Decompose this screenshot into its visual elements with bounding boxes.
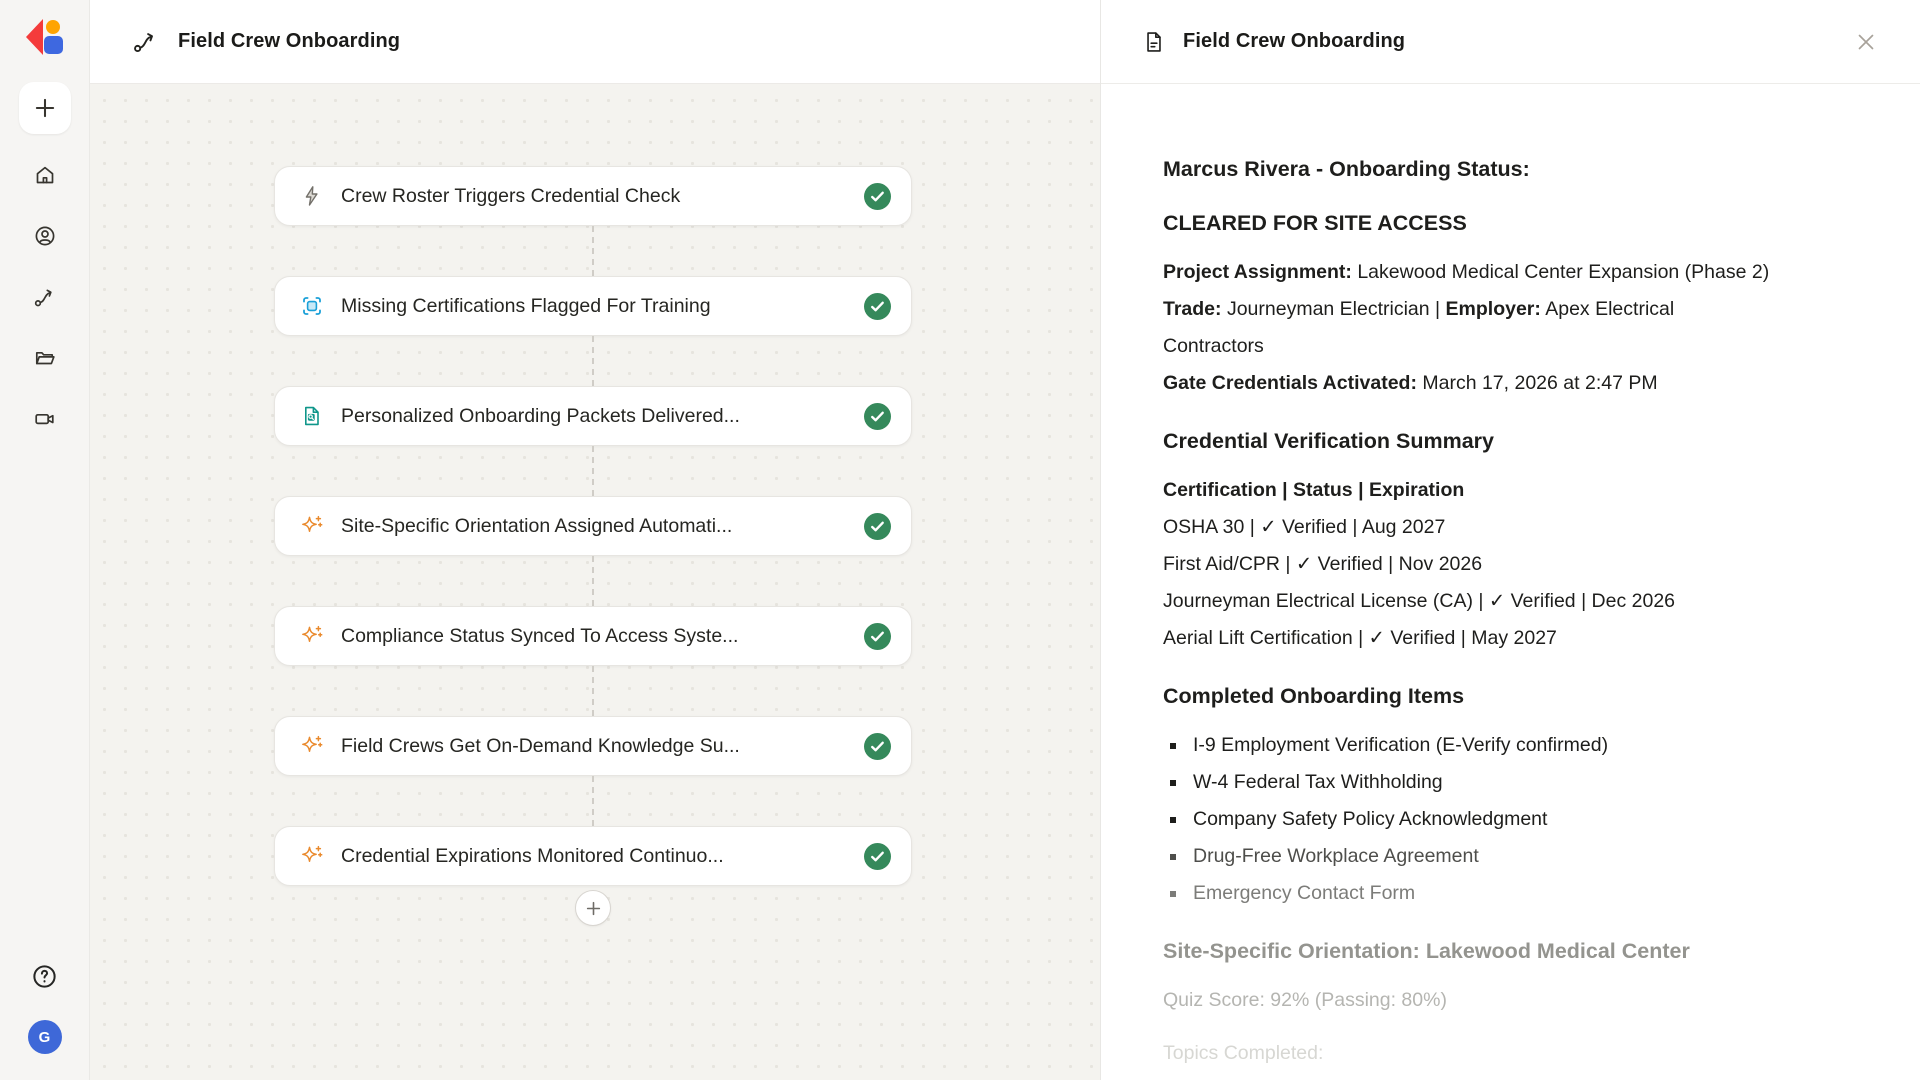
status-complete-badge <box>864 403 891 430</box>
workflow-step-card[interactable] <box>274 716 912 776</box>
sidebar-item-new[interactable] <box>19 82 71 134</box>
workflow-step-card[interactable] <box>274 166 912 226</box>
doc-line: OSHA 30 | ✓ Verified | Aug 2027 <box>1163 516 1446 538</box>
doc-heading: Completed Onboarding Items <box>1163 684 1465 708</box>
doc-heading: Credential Verification Summary <box>1163 429 1494 453</box>
workflow-step-card[interactable] <box>274 276 912 336</box>
folder-icon <box>33 346 57 370</box>
filter-frame-icon <box>299 293 325 319</box>
doc-line: Topics Completed: <box>1163 1042 1324 1064</box>
workflow-icon <box>33 285 57 309</box>
sidebar-item-recordings[interactable] <box>25 399 65 439</box>
page-title: Field Crew Onboarding <box>178 30 401 52</box>
home-icon <box>33 163 57 187</box>
doc-line: Quiz Score: 92% (Passing: 80%) <box>1163 989 1447 1011</box>
sparkle-icon <box>299 623 325 649</box>
doc-paragraph <box>1163 472 1850 657</box>
user-avatar[interactable]: G <box>28 1020 62 1054</box>
lightning-icon <box>299 183 325 209</box>
list-item: W-4 Federal Tax Withholding <box>1163 764 1850 801</box>
doc-line: Aerial Lift Certification | ✓ Verified | May 2027 <box>1163 627 1557 649</box>
step-label: Crew Roster Triggers Credential Check <box>341 184 681 207</box>
sidebar-item-projects[interactable] <box>25 338 65 378</box>
close-icon <box>1851 27 1881 57</box>
video-camera-icon <box>33 407 57 431</box>
connector-line <box>592 226 594 276</box>
doc-line: Project Assignment: Lakewood Medical Center Expansion (Phase 2) <box>1163 261 1770 283</box>
workflow-canvas[interactable] <box>90 84 1100 1080</box>
sidebar-item-workflows[interactable] <box>25 277 65 317</box>
step-label: Missing Certifications Flagged For Training <box>341 294 711 317</box>
doc-heading: Marcus Rivera - Onboarding Status: <box>1163 157 1530 181</box>
connector-line <box>592 666 594 716</box>
workflow-icon <box>132 28 159 55</box>
doc-list <box>1163 727 1850 912</box>
workflow-steps <box>274 166 912 926</box>
status-complete-badge <box>864 843 891 870</box>
connector-line <box>592 336 594 386</box>
workflow-step-card[interactable] <box>274 826 912 886</box>
sparkle-icon <box>299 733 325 759</box>
plus-icon <box>32 95 58 121</box>
workflow-canvas-section <box>90 0 1100 1080</box>
panel-title: Field Crew Onboarding <box>1183 30 1406 52</box>
user-circle-icon <box>33 224 57 248</box>
logo-square-shape <box>44 36 63 54</box>
list-item: Emergency Contact Form <box>1163 875 1850 912</box>
doc-paragraph <box>1163 982 1850 1019</box>
status-complete-badge <box>864 623 891 650</box>
sidebar-item-home[interactable] <box>25 155 65 195</box>
sparkle-icon <box>299 843 325 869</box>
sidebar-item-account[interactable] <box>25 216 65 256</box>
step-label: Personalized Onboarding Packets Delivered... <box>341 404 740 427</box>
plus-icon <box>585 900 602 917</box>
document-search-icon <box>299 403 325 429</box>
doc-paragraph <box>1163 1035 1850 1072</box>
connector-line <box>592 446 594 496</box>
list-item: Drug-Free Workplace Agreement <box>1163 838 1850 875</box>
doc-line: Gate Credentials Activated: March 17, 2026 at 2:47 PM <box>1163 372 1658 394</box>
step-label: Credential Expirations Monitored Continuo... <box>341 844 724 867</box>
logo-circle-shape <box>46 20 60 34</box>
list-item: I-9 Employment Verification (E-Verify confirmed) <box>1163 727 1850 764</box>
step-label: Site-Specific Orientation Assigned Automati... <box>341 514 733 537</box>
connector-line <box>592 556 594 606</box>
status-complete-badge <box>864 733 891 760</box>
step-label: Compliance Status Synced To Access Syste... <box>341 624 739 647</box>
connector-line <box>592 776 594 826</box>
logo-triangle-shape <box>26 19 43 55</box>
workflow-step-card[interactable] <box>274 496 912 556</box>
app-logo[interactable] <box>26 19 64 55</box>
doc-line: Trade: Journeyman Electrician | Employer: Apex Electrical <box>1163 298 1675 320</box>
doc-line: Journeyman Electrical License (CA) | ✓ Verified | Dec 2026 <box>1163 590 1676 612</box>
workflow-step-card[interactable] <box>274 606 912 666</box>
output-panel <box>1100 0 1920 1080</box>
sparkle-icon <box>299 513 325 539</box>
panel-header <box>1101 0 1920 84</box>
panel-document <box>1101 84 1920 1072</box>
doc-line: Contractors <box>1163 335 1264 357</box>
doc-paragraph <box>1163 254 1850 402</box>
close-panel-button[interactable] <box>1850 26 1882 58</box>
document-icon <box>1141 29 1167 55</box>
workflow-step-card[interactable] <box>274 386 912 446</box>
help-circle-icon <box>31 963 58 990</box>
status-complete-badge <box>864 183 891 210</box>
doc-line: Certification | Status | Expiration <box>1163 479 1465 501</box>
status-complete-badge <box>864 293 891 320</box>
step-label: Field Crews Get On-Demand Knowledge Su... <box>341 734 740 757</box>
doc-line: First Aid/CPR | ✓ Verified | Nov 2026 <box>1163 553 1483 575</box>
status-complete-badge <box>864 513 891 540</box>
doc-heading: Site-Specific Orientation: Lakewood Medical Center <box>1163 939 1690 963</box>
canvas-header <box>90 0 1100 84</box>
add-step-button[interactable] <box>575 890 611 926</box>
list-item: Company Safety Policy Acknowledgment <box>1163 801 1850 838</box>
doc-heading: CLEARED FOR SITE ACCESS <box>1163 211 1467 235</box>
sidebar <box>0 0 90 1080</box>
help-button[interactable] <box>25 956 65 996</box>
